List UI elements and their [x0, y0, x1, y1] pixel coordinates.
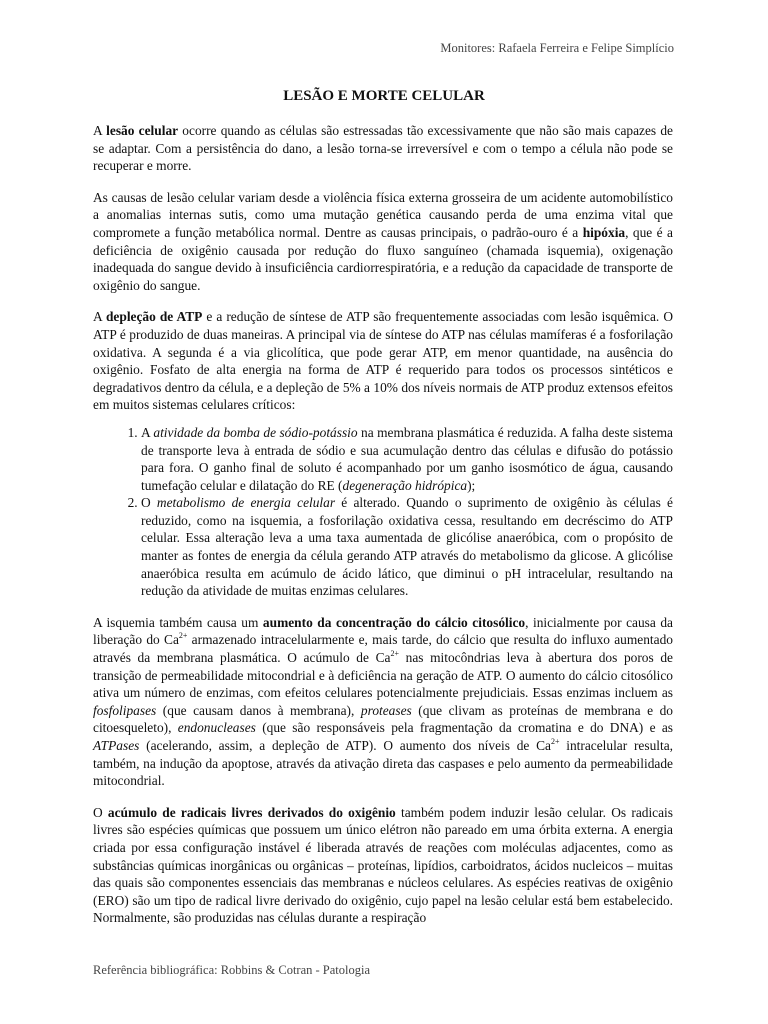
term-cell-injury: lesão celular: [106, 123, 179, 138]
page-title: LESÃO E MORTE CELULAR: [283, 88, 485, 104]
list-item: 2. O metabolismo de energia celular é alterado. Quando o suprimento de oxigênio às células é reduzido, como na isquemia, a fosforilação oxidativa cessa, resultando em decréscimo do ATP celular. Essa alteração leva a uma taxa aumentada de glicólise anaeróbica, com o propósito de manter as fontes de energia da célula gerando ATP através do metabolismo da glicose. A glicólise anaeróbica resulta em acúmulo de ácido lático, que diminui o pH intracelular, resultando na redução da atividade de muitas enzimas celulares.: [141, 494, 673, 600]
term-hypoxia: hipóxia: [582, 224, 626, 240]
term-free-radicals: acúmulo de radicais livres derivados do oxigênio: [107, 804, 396, 820]
numbered-list: [93, 424, 673, 600]
paragraph-free-radicals: O acúmulo de radicais livres derivados do oxigênio também podem induzir lesão celular. Os radicais livres são espécies químicas que possuem um único elétron não pareado em uma órbita externa. A energia criada por essa configuração instável é liberada através de reações com moléculas adjacentes, como as substâncias químicas inorgânicas ou orgânicas – proteínas, lipídios, carboidratos, ácidos nucleicos – muitas das quais são componentes essenciais das membranas e núcleos celulares. As espécies reativas de oxigênio (ERO) são um tipo de radical livre derivado do oxigênio, cujo papel na lesão celular está bem estabelecido. Normalmente, são produzidas nas células durante a respiração: [93, 804, 673, 926]
paragraph-cell-injury: A lesão celular ocorre quando as células são estressadas tão excessivamente que não são mais capazes de se adaptar. Com a persistência do dano, a lesão torna-se irreversível e com o tempo a célula não pode se recuperar e morre.: [93, 123, 673, 174]
paragraph-calcium: A isquemia também causa um aumento da concentração do cálcio citosólico, inicialmente por causa da liberação do $Ca^{2+}$ armazenado intracelularmente e, mais tarde, do cálcio que resulta do influxo aumentado através da membrana plasmática. O acúmulo de $Ca^{2+}$ nas mitocôndrias leva à abertura dos poros de transição de permeabilidade mitocondrial e à deficiência na geração de ATP. O aumento do cálcio citosólico ativa um número de enzimas, com efeitos celulares potencialmente prejudiciais. Essas enzimas incluem as fosfolipases (que causam danos à membrana), proteases (que clivam as proteínas de membrana e do citoesqueleto), endonucleases (que são responsáveis pela fragmentação da cromatina e do DNA) e as ATPases (acelerando, assim, a depleção de ATP). O aumento dos níveis de $Ca^{2+}$ intracelular resulta, também, na indução da apoptose, através da ativação direta das caspases e pelo aumento da permeabilidade mitocondrial.: [93, 614, 673, 789]
document-body: [93, 122, 673, 941]
page-footer: Referência bibliográfica: Robbins & Cotran - Patologia: [93, 963, 371, 977]
term-calcium: aumento da concentração do cálcio citosólico: [262, 614, 526, 630]
term-atp-depletion: depleção de ATP: [105, 309, 203, 325]
paragraph-causes: As causas de lesão celular variam desde a violência física externa grosseira de um acidente automobilístico a anomalias internas sutis, como uma mutação genética causando perda de uma enzima vital que compromete a função metabólica normal. Dentre as causas principais, o padrão-ouro é a hipóxia, que é a deficiência de oxigênio causada por redução do fluxo sanguíneo (chamada isquemia), oxigenação inadequada do sangue devido à insuficiência cardiorrespiratória, e a redução da capacidade de transporte de oxigênio do sangue.: [93, 189, 673, 293]
page-header: Monitores: Rafaela Ferreira e Felipe Simplício: [440, 41, 674, 55]
list-item: 1. A atividade da bomba de sódio-potássio na membrana plasmática é reduzida. A falha deste sistema de transporte leva à entrada de sódio e sua acumulação dentro das células e difusão do potássio para fora. O ganho final de soluto é acompanhado por um ganho isosmótico de água, causando tumefação celular e dilatação do RE (degeneração hidrópica);: [141, 424, 673, 494]
paragraph-atp-depletion: A depleção de ATP e a redução de síntese de ATP são frequentemente associadas com lesão isquêmica. O ATP é produzido de duas maneiras. A principal via de síntese do ATP nas células mamíferas é a fosforilação oxidativa. A segunda é a via glicolítica, que pode gerar ATP, em menor quantidade, na ausência do oxigênio. Fosfato de alta energia na forma de ATP é requerido para todos os processos sintéticos e degradativos dentro da célula, e a depleção de 5% a 10% dos níveis normais de ATP produz extensos efeitos em muitos sistemas celulares críticos:: [93, 309, 673, 413]
